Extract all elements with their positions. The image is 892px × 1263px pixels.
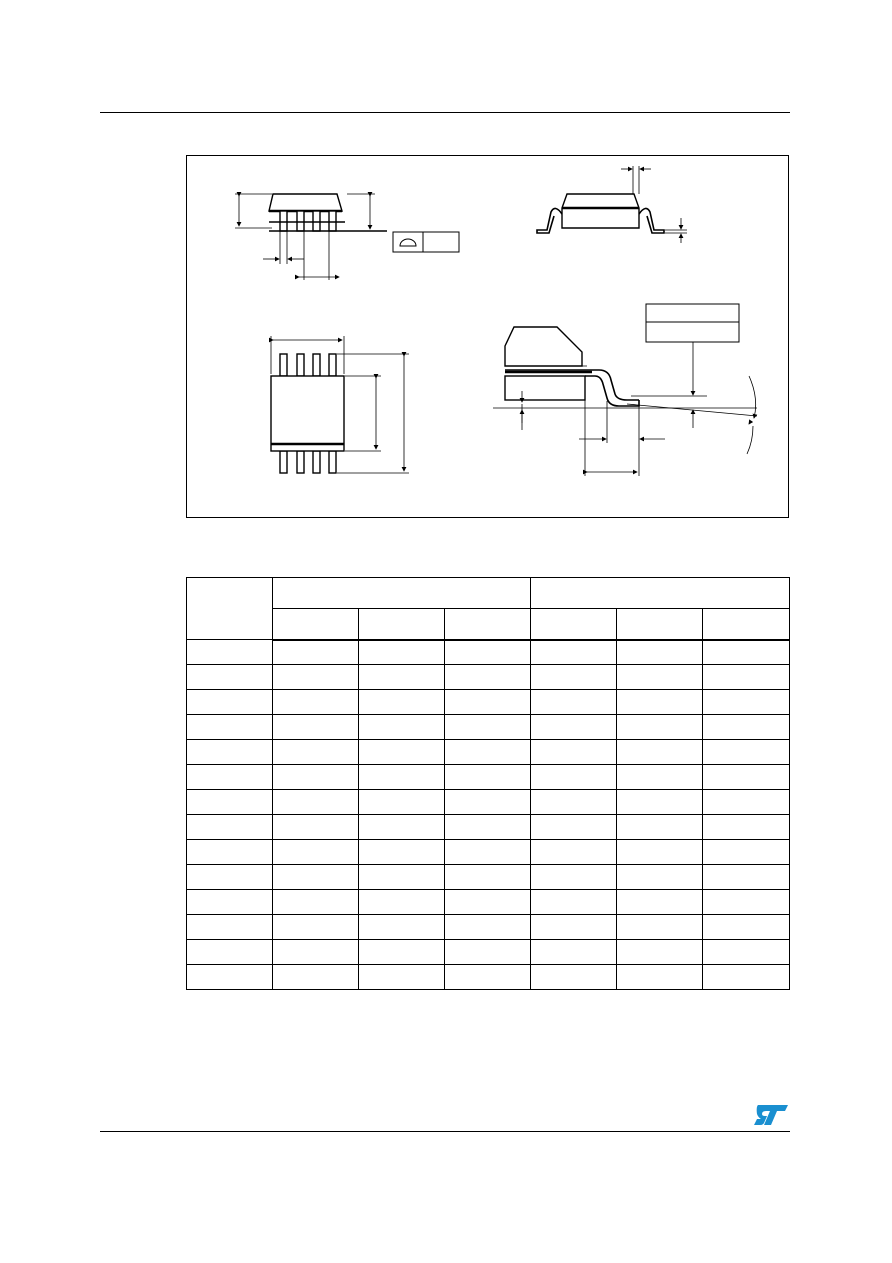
table-cell [617,790,703,815]
lead-detail-view [493,304,757,476]
table-cell [359,840,445,865]
table-cell [445,790,531,815]
table-cell [445,815,531,840]
table-cell [273,965,359,990]
table-cell [531,915,617,940]
table-cell [273,815,359,840]
table-cell [359,765,445,790]
end-view [537,166,687,243]
table-cell [703,740,790,765]
table-cell [703,965,790,990]
table-cell [617,890,703,915]
table-cell [703,915,790,940]
table-cell [187,740,273,765]
table-cell [359,890,445,915]
table-cell [187,890,273,915]
table-cell [617,815,703,840]
table-subheader-cell [445,609,531,640]
table-subheader-cell [273,609,359,640]
table-cell [703,640,790,665]
table-cell [187,665,273,690]
table-cell [617,915,703,940]
table-cell [531,790,617,815]
top-view [271,336,409,473]
table-cell [445,665,531,690]
table-cell [187,640,273,665]
table-cell [359,715,445,740]
table-subheader-cell [531,609,617,640]
table-cell [703,715,790,740]
table-cell [187,940,273,965]
table-cell [531,765,617,790]
table-header-cell [273,578,531,609]
table-cell [703,690,790,715]
table-cell [359,965,445,990]
table-row [187,840,790,865]
table-cell [703,665,790,690]
table-cell [273,740,359,765]
package-outline-drawing [186,155,789,518]
table-cell [531,665,617,690]
table-cell [187,790,273,815]
table-cell [617,840,703,865]
table-cell [531,640,617,665]
table-cell [273,940,359,965]
table-cell [703,840,790,865]
table-body [187,640,790,990]
table-cell [617,740,703,765]
table-cell [359,640,445,665]
table-cell [617,965,703,990]
table-cell [273,865,359,890]
table-header-row [187,578,790,609]
table-cell [187,690,273,715]
table-cell [445,715,531,740]
table-cell [359,665,445,690]
table-cell [273,640,359,665]
table-row [187,765,790,790]
table-cell [187,815,273,840]
table-row [187,690,790,715]
table-cell [617,865,703,890]
table-cell [187,865,273,890]
table-cell [445,915,531,940]
table-cell [445,865,531,890]
table-cell [273,665,359,690]
table-cell [703,815,790,840]
table-cell [359,940,445,965]
table-cell [531,740,617,765]
table-cell [273,790,359,815]
table-cell [359,865,445,890]
footer-rule [100,1131,790,1132]
package-dimensions-table [186,577,790,990]
table-cell [703,765,790,790]
side-view [235,194,387,280]
table-cell [617,640,703,665]
table-cell [359,815,445,840]
table-cell [273,890,359,915]
table-cell [359,915,445,940]
table-cell [531,715,617,740]
table-cell [445,965,531,990]
table-row [187,890,790,915]
table-cell [445,740,531,765]
table-cell [445,690,531,715]
table-cell [187,715,273,740]
table-cell [617,765,703,790]
table-cell [617,665,703,690]
table-cell [187,915,273,940]
table-cell [445,940,531,965]
st-logo-icon [752,1103,790,1127]
table-cell [617,690,703,715]
table-cell [187,765,273,790]
header-rule [100,112,790,113]
table-cell [273,765,359,790]
table-cell [445,765,531,790]
table-cell [703,940,790,965]
table-row [187,915,790,940]
table-cell [531,865,617,890]
table-row [187,815,790,840]
table-cell [531,890,617,915]
table-row [187,715,790,740]
table-row [187,740,790,765]
table-cell [531,815,617,840]
table-cell [531,940,617,965]
table-header-cell [531,578,790,609]
table-cell [273,715,359,740]
table-row [187,665,790,690]
table-cell [445,840,531,865]
package-mechanical-svg [187,156,790,519]
table-cell [703,890,790,915]
table-cell [359,790,445,815]
table-cell [531,840,617,865]
table-row [187,965,790,990]
table-cell [617,940,703,965]
table-row [187,865,790,890]
table-row [187,790,790,815]
table-cell [359,690,445,715]
table-cell [273,690,359,715]
table-cell [531,965,617,990]
tolerance-frame [393,232,459,252]
table-cell [273,840,359,865]
table-cell [703,790,790,815]
table-cell [703,865,790,890]
table-row [187,940,790,965]
table-header-cell [187,578,273,640]
table-subheader-row [187,609,790,640]
table-subheader-cell [703,609,790,640]
table-cell [445,640,531,665]
table-cell [445,890,531,915]
table-subheader-cell [359,609,445,640]
table-cell [531,690,617,715]
table-cell [359,740,445,765]
table-subheader-cell [617,609,703,640]
table-cell [617,715,703,740]
table-cell [187,840,273,865]
table-row [187,640,790,665]
table-cell [187,965,273,990]
table-cell [273,915,359,940]
